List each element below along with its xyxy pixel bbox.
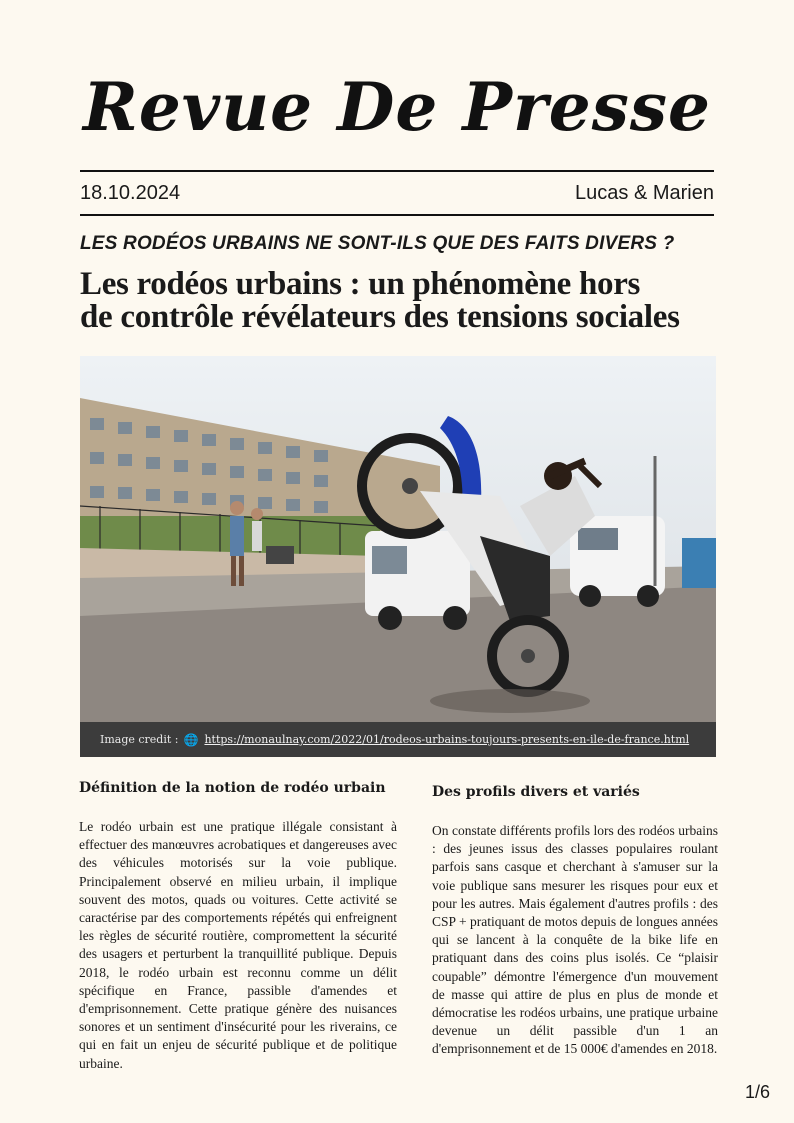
masthead-title: Revue De Presse [82, 68, 712, 146]
image-credit-bar [80, 722, 716, 757]
right-column-body: On constate différents profils lors des rodéos urbains : des jeunes issus des classes populaires roulant parfois sans casque et cherchant à s'amuser sur la voie publique sans mesurer les risques pour eux et pour les autres. Mais également d'autres profils : des CSP + pratiquant de motos depuis de longues années qui se lancent à la conquête de la bike life en pratiquant dans des coins plus isolés. Ce “plaisir coupable” démontre l'émergence d'un mouvement de masse qui attire de plus en plus de monde et démocratise les rodéos urbains, une pratique urbaine devenue un délit passible d'un 1 an d'emprisonnement et de 15 000€ d'amendes en 2018. [432, 823, 718, 1057]
headline-line-1: Les rodéos urbains : un phénomène hors [80, 266, 641, 302]
shadow [430, 689, 590, 713]
white-van [365, 531, 470, 630]
left-column [79, 780, 397, 1073]
left-column-heading: Définition de la notion de rodéo urbain [79, 780, 386, 796]
right-column-heading: Des profils divers et variés [432, 784, 640, 800]
globe-icon: 🌐 [183, 732, 199, 747]
truck [682, 538, 716, 588]
article-photo [80, 356, 716, 722]
image-credit-link[interactable]: https://monaulnay.com/2022/01/rodeos-urbains-toujours-presents-en-ile-de-france.html [204, 733, 690, 746]
page-number: 1/6 [744, 1082, 770, 1102]
kicker: LES RODÉOS URBAINS NE SONT-ILS QUE DES FAITS DIVERS ? [80, 233, 675, 254]
headline-line-2: de contrôle révélateurs des tensions sociales [80, 299, 680, 335]
rodeo-illustration [80, 356, 716, 722]
headline [80, 268, 720, 334]
white-van-2 [570, 516, 665, 607]
header-rule-top [80, 170, 714, 172]
authors: Lucas & Marien [575, 182, 714, 204]
image-credit-label: Image credit : [100, 733, 179, 746]
right-column [432, 780, 718, 1059]
issue-date: 18.10.2024 [80, 182, 181, 204]
header-rule-bottom [80, 214, 714, 216]
left-column-body: Le rodéo urbain est une pratique illégale consistant à effectuer des manœuvres acrobatiques et dangereuses avec des véhicules motorisés sur la voie publique. Principalement observé en milieu urbain, il implique souvent des motos, quads ou voitures. Cette activité se caractérise par des comportements répétés qui enfreignent les règles de sécurité routière, compromettent la sécurité des usagers et perturbent la tranquillité publique. Depuis 2018, le rodéo urbain est reconnu comme un délit spécifique en France, passible d'amendes et d'emprisonnement. Cette pratique génère des nuisances sonores et un sentiment d'insécurité pour les riverains, ce qui en fait un enjeu de sécurité publique et de politique urbaine. [79, 819, 397, 1071]
